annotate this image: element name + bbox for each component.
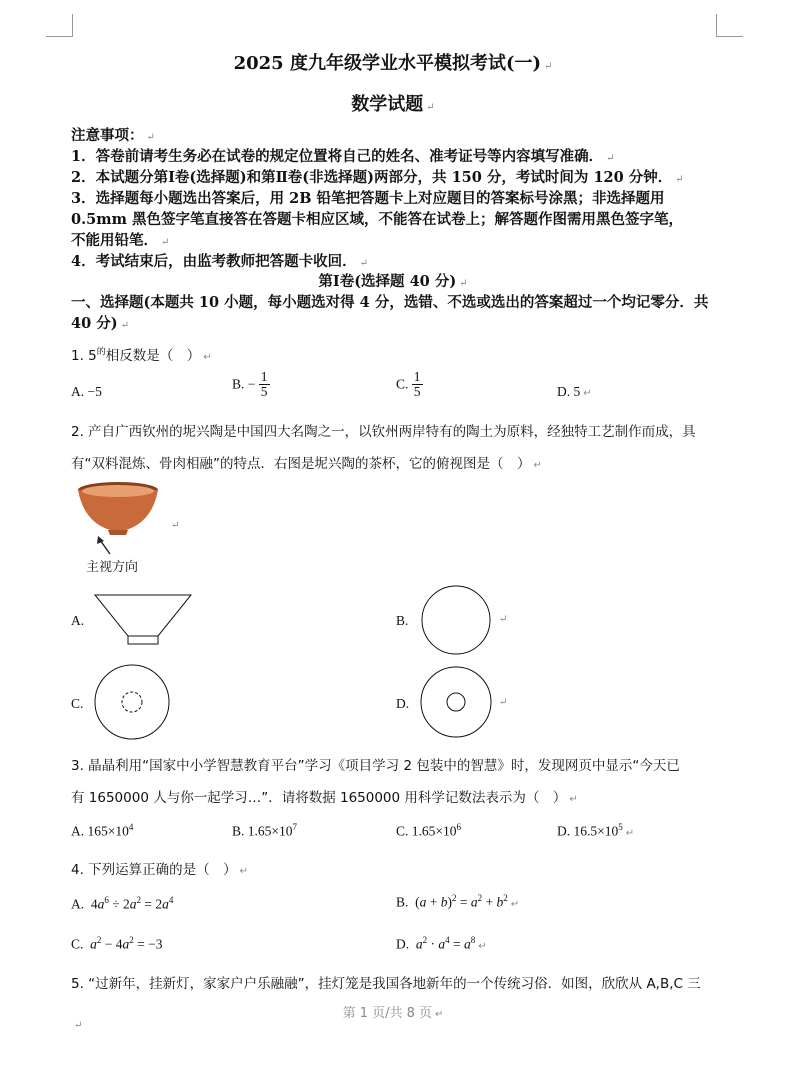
paragraph-mark: ↵ [499,697,508,708]
crop-mark-top-left [46,14,73,37]
question-2-line-2: 有“双料混炼、骨肉相融”的特点．右图是坭兴陶的茶杯，它的俯视图是（ ） ↵ [71,456,542,472]
section-1-intro-line-1: 一、选择题(本题共 10 小题，每小题选对得 4 分，选错、不选或选出的答案超过一个均记零分．共 [71,294,709,311]
question-1-option-a[interactable]: A. −5 [71,384,102,399]
question-1-option-b[interactable]: B. − $\frac{1}{5}$ [232,369,268,400]
question-2-line-1: 2. 产自广西钦州的坭兴陶是中国四大名陶之一，以钦州两岸特有的陶土为原料，经独特工艺制作而成，具 [71,424,696,440]
paragraph-mark: ↵ [74,1020,83,1031]
notice-item-3-line-2: 0.5mm 黑色签字笔直接答在答题卡相应区域，不能答在试卷上；解答题作图需用黑色签字笔， [71,211,683,228]
notice-item-2: 2．本试题分第Ⅰ卷(选择题)和第Ⅱ卷(非选择题)两部分，共 150 分，考试时间为 120 分钟． ↵ [71,169,684,186]
question-4-stem: 4. 下列运算正确的是（ ） ↵ [71,862,249,878]
view-direction-caption: 主视方向 [86,560,139,575]
question-2-option-c-circles-dashed[interactable] [92,664,172,740]
notice-item-3-line-3: 不能用铅笔． ↵ [71,232,170,249]
crop-mark-top-right [716,14,743,37]
question-1-option-d[interactable]: D. 5 ↵ [557,384,592,399]
question-2-option-b-circle[interactable] [418,584,496,656]
question-2-option-b-label[interactable]: B. [396,613,409,628]
question-2-option-a-trapezoid[interactable] [92,592,194,648]
question-1-option-c[interactable]: C. $\frac{1}{5}$ [396,369,421,400]
page-footer: 第 1 页/共 8 页 ↵ [342,1006,444,1021]
question-4-option-c[interactable]: C. $a^2 - 4a^2 = -3$ [71,935,163,952]
question-3-line-1: 3. 晶晶利用“国家中小学智慧教育平台”学习《项目学习 2 包装中的智慧》时，发现网页中显示“今天已 [71,758,680,774]
question-3-option-b[interactable]: B. $1.65\times 10^7$ [232,822,297,839]
section-1-intro-line-2: 40 分) ↵ [71,315,129,332]
paragraph-mark: ↵ [171,520,180,531]
question-4-option-b[interactable]: B. $(a + b)^2 = a^2$ + $b^2↵$ [396,893,520,910]
notice-item-4: 4．考试结束后，由监考教师把答题卡收回． ↵ [71,253,368,270]
question-3-option-c[interactable]: C. $1.65\times 10^6$ [396,822,461,839]
question-3-option-d[interactable]: D. $16.5\times 10^5↵$ [557,822,635,839]
section-1-title: 第Ⅰ卷(选择题 40 分) ↵ [318,273,468,290]
question-4-option-d[interactable]: D. $a^2 \cdot a^4$ = $a^8↵$ [396,935,487,952]
paragraph-mark: ↵ [499,614,508,625]
question-5-line-1: 5. “过新年，挂新灯，家家户户乐融融”，挂灯笼是我国各地新年的一个传统习俗．如图，欣欣从 A,B,C 三 [71,976,701,992]
exam-title: 2025 度九年级学业水平模拟考试(一) ↵ [233,53,553,74]
question-2-option-a-label[interactable]: A. [71,613,85,628]
question-2-option-d-label[interactable]: D. [396,696,410,711]
question-1-stem: 1. $5^的$相反数是（ ） ↵ [71,347,212,364]
question-2-option-c-label[interactable]: C. [71,696,84,711]
notice-heading: 注意事项： ↵ [71,127,155,144]
subject-title: 数学试题 ↵ [351,94,435,115]
notice-item-3-line-1: 3．选择题每小题选出答案后，用 2B 铅笔把答题卡上对应题目的答案标号涂黑；非选择题用 [71,190,665,207]
notice-item-1: 1．答卷前请考生务必在试卷的规定位置将自己的姓名、准考证号等内容填写准确． ↵ [71,148,615,165]
question-4-option-a[interactable]: A. $4a^6 \div 2a^2 = 2a^4$ [71,895,174,912]
question-2-option-d-circles-solid[interactable] [418,666,496,740]
question-3-line-2: 有 1650000 人与你一起学习…”．请将数据 1650000 用科学记数法表示为（ ） ↵ [71,790,578,806]
question-3-option-a[interactable]: A. $165\times 10^4$ [71,822,134,839]
